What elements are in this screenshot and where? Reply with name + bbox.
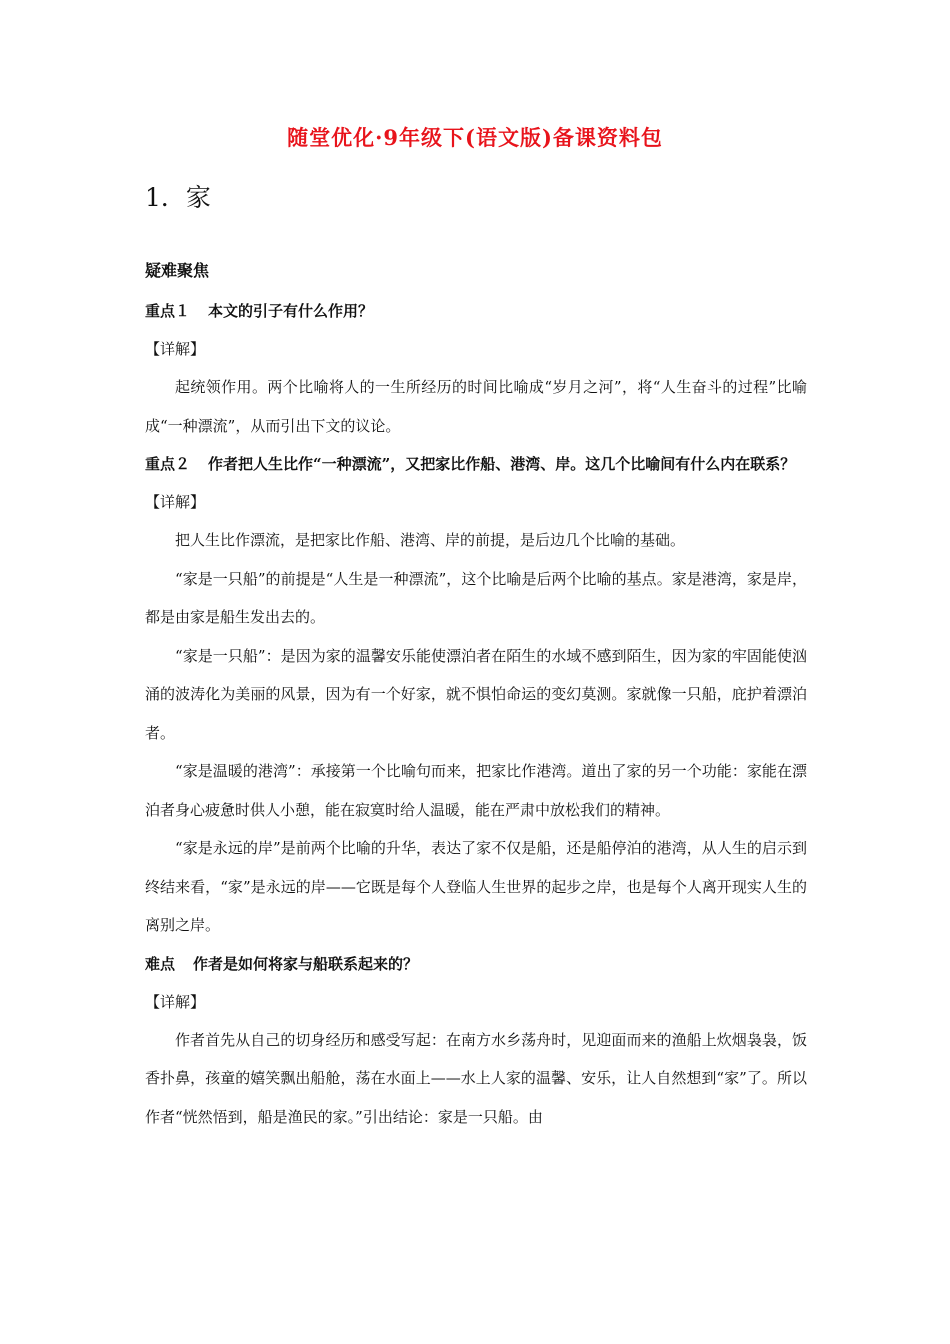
detail-label: 【详解】 [145,992,206,1011]
question-text: 作者是如何将家与船联系起来的？ [193,954,419,973]
document-body [145,292,807,1136]
question-key: 难点 [145,954,176,973]
detail-label: 【详解】 [145,340,206,358]
paragraph: 作者首先从自己的切身经历和感受写起：在南方水乡荡舟时，见迎面而来的渔船上炊烟袅袅，饭香扑鼻，孩童的嬉笑飘出船舱，荡在水面上——水上人家的温馨、安乐，让人自然想到“家”了。所以作者“恍然悟到，船是渔民的家。”引出结论：家是一只船。由 [145,1030,807,1126]
lesson-title: 1．家 [145,183,211,212]
question-heading [145,292,807,330]
question-key: 重点２ [145,455,191,473]
paragraph: “家是一只船”的前提是“人生是一种漂流”，这个比喻是后两个比喻的基点。家是港湾，家是岸，都是由家是船生发出去的。 [145,569,807,626]
document-title: 随堂优化·9年级下(语文版)备课资料包 [287,125,663,150]
section-heading: 疑难聚焦 [145,261,210,280]
question-key: 重点１ [145,302,191,320]
question-text: 作者把人生比作“一种漂流”，又把家比作船、港湾、岸。这几个比喻间有什么内在联系？ [208,455,796,473]
paragraph: “家是一只船”：是因为家的温馨安乐能使漂泊者在陌生的水域不感到陌生，因为家的牢固能使汹涌的波涛化为美丽的风景，因为有一个好家，就不惧怕命运的变幻莫测。家就像一只船，庇护着漂泊者。 [145,646,807,742]
paragraph: 起统领作用。两个比喻将人的一生所经历的时间比喻成“岁月之河”，将“人生奋斗的过程”比喻成“一种漂流”，从而引出下文的议论。 [145,378,807,435]
paragraph: “家是永远的岸”是前两个比喻的升华，表达了家不仅是船，还是船停泊的港湾，从人生的启示到终结来看，“家”是永远的岸——它既是每个人登临人生世界的起步之岸，也是每个人离开现实人生的离别之岸。 [145,839,807,934]
question-text: 本文的引子有什么作用？ [208,302,374,320]
detail-label: 【详解】 [145,493,206,511]
question-heading [145,445,807,483]
question-heading [145,945,807,983]
paragraph: “家是温暖的港湾”：承接第一个比喻句而来，把家比作港湾。道出了家的另一个功能：家能在漂泊者身心疲惫时供人小憩，能在寂寞时给人温暖，能在严肃中放松我们的精神。 [145,762,807,819]
paragraph: 把人生比作漂流，是把家比作船、港湾、岸的前提，是后边几个比喻的基础。 [175,531,686,549]
